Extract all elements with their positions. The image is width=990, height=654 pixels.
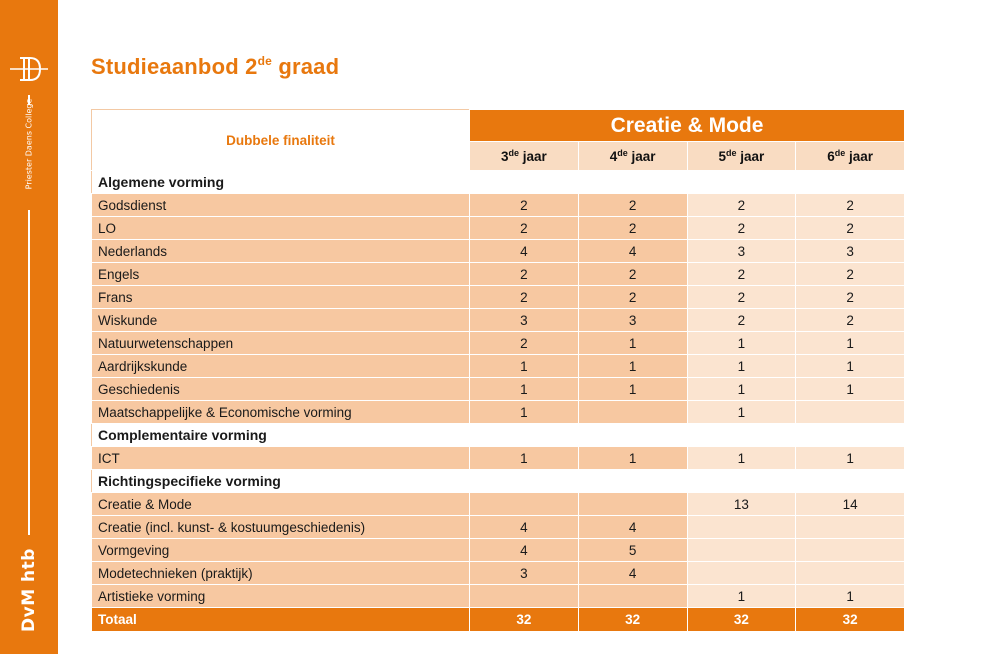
- subject-cell: Vormgeving: [92, 539, 470, 562]
- table-row: [92, 240, 905, 263]
- hours-cell: 4: [578, 240, 687, 263]
- hours-cell: 1: [796, 447, 905, 470]
- hours-cell: 1: [578, 447, 687, 470]
- section-title: Complementaire vorming: [92, 424, 905, 447]
- table-row: [92, 401, 905, 424]
- section-row: [92, 470, 905, 493]
- hours-cell: [687, 562, 796, 585]
- hours-cell: 3: [470, 562, 579, 585]
- table-row: [92, 539, 905, 562]
- section-row: [92, 171, 905, 194]
- hours-cell: 3: [470, 309, 579, 332]
- subject-cell: Creatie (incl. kunst- & kostuumgeschiedenis): [92, 516, 470, 539]
- hours-cell: 2: [687, 263, 796, 286]
- total-cell: 32: [687, 608, 796, 632]
- hours-cell: 1: [578, 378, 687, 401]
- subject-cell: Natuurwetenschappen: [92, 332, 470, 355]
- hours-cell: 1: [796, 332, 905, 355]
- hours-cell: 2: [687, 309, 796, 332]
- hours-cell: [687, 539, 796, 562]
- hours-cell: 1: [578, 355, 687, 378]
- hours-cell: 3: [796, 240, 905, 263]
- hours-cell: 4: [578, 516, 687, 539]
- table-row: [92, 378, 905, 401]
- hours-cell: [578, 585, 687, 608]
- table-row: [92, 562, 905, 585]
- hours-cell: 4: [578, 562, 687, 585]
- hours-cell: 1: [687, 585, 796, 608]
- total-row: [92, 608, 905, 632]
- table-row: [92, 493, 905, 516]
- program-header: Creatie & Mode: [470, 110, 905, 142]
- section-title: Richtingspecifieke vorming: [92, 470, 905, 493]
- hours-cell: 1: [687, 447, 796, 470]
- subject-cell: Godsdienst: [92, 194, 470, 217]
- hours-cell: 2: [687, 194, 796, 217]
- hours-cell: 2: [796, 217, 905, 240]
- hours-cell: [578, 401, 687, 424]
- subject-cell: Modetechnieken (praktijk): [92, 562, 470, 585]
- hours-cell: 3: [687, 240, 796, 263]
- hours-cell: 1: [578, 332, 687, 355]
- hours-cell: [796, 539, 905, 562]
- curriculum-table: [91, 109, 905, 632]
- hours-cell: 2: [687, 286, 796, 309]
- subject-cell: Frans: [92, 286, 470, 309]
- subject-cell: Artistieke vorming: [92, 585, 470, 608]
- hours-cell: 2: [578, 194, 687, 217]
- year-header: 5de jaar: [687, 142, 796, 171]
- table-row: [92, 286, 905, 309]
- subject-cell: Geschiedenis: [92, 378, 470, 401]
- total-label: Totaal: [92, 608, 470, 632]
- hours-cell: 1: [470, 355, 579, 378]
- hours-cell: 1: [796, 585, 905, 608]
- hours-cell: 3: [578, 309, 687, 332]
- hours-cell: 2: [470, 286, 579, 309]
- total-cell: 32: [470, 608, 579, 632]
- hours-cell: 5: [578, 539, 687, 562]
- table-row: [92, 332, 905, 355]
- hours-cell: 2: [687, 217, 796, 240]
- hours-cell: [796, 516, 905, 539]
- year-header: 3de jaar: [470, 142, 579, 171]
- hours-cell: 4: [470, 539, 579, 562]
- hours-cell: 4: [470, 240, 579, 263]
- hours-cell: 1: [687, 332, 796, 355]
- page-title: Studieaanbod 2de graad: [91, 54, 340, 79]
- hours-cell: 2: [796, 286, 905, 309]
- hours-cell: 4: [470, 516, 579, 539]
- table-row: [92, 217, 905, 240]
- hours-cell: 2: [578, 263, 687, 286]
- hours-cell: 2: [470, 263, 579, 286]
- hours-cell: 1: [687, 355, 796, 378]
- hours-cell: [796, 562, 905, 585]
- hours-cell: 14: [796, 493, 905, 516]
- hours-cell: 2: [470, 217, 579, 240]
- subject-cell: Wiskunde: [92, 309, 470, 332]
- sidebar-divider: [28, 210, 30, 535]
- hours-cell: [687, 516, 796, 539]
- table-row: [92, 194, 905, 217]
- table-row: [92, 263, 905, 286]
- section-title: Algemene vorming: [92, 171, 905, 194]
- hours-cell: 13: [687, 493, 796, 516]
- section-row: [92, 424, 905, 447]
- hours-cell: [470, 585, 579, 608]
- hours-cell: 2: [578, 286, 687, 309]
- hours-cell: 1: [796, 378, 905, 401]
- hours-cell: [578, 493, 687, 516]
- subject-cell: Engels: [92, 263, 470, 286]
- subject-cell: ICT: [92, 447, 470, 470]
- table-row: [92, 585, 905, 608]
- sidebar: Priester Daens College DvM htb: [0, 0, 58, 654]
- total-cell: 32: [578, 608, 687, 632]
- hours-cell: 1: [470, 378, 579, 401]
- hours-cell: 1: [470, 401, 579, 424]
- year-header: 4de jaar: [578, 142, 687, 171]
- table-row: [92, 355, 905, 378]
- subject-cell: Aardrijkskunde: [92, 355, 470, 378]
- subject-cell: Maatschappelijke & Economische vorming: [92, 401, 470, 424]
- subject-cell: Creatie & Mode: [92, 493, 470, 516]
- school-logo-icon: [10, 55, 48, 83]
- hours-cell: 1: [796, 355, 905, 378]
- hours-cell: 2: [796, 309, 905, 332]
- table-row: [92, 309, 905, 332]
- subject-cell: LO: [92, 217, 470, 240]
- hours-cell: [470, 493, 579, 516]
- finality-header: Dubbele finaliteit: [92, 110, 470, 171]
- hours-cell: 2: [578, 217, 687, 240]
- table-row: [92, 516, 905, 539]
- hours-cell: 1: [687, 401, 796, 424]
- year-header: 6de jaar: [796, 142, 905, 171]
- table-row: [92, 447, 905, 470]
- total-cell: 32: [796, 608, 905, 632]
- hours-cell: 2: [796, 194, 905, 217]
- hours-cell: 2: [470, 194, 579, 217]
- hours-cell: [796, 401, 905, 424]
- hours-cell: 2: [470, 332, 579, 355]
- hours-cell: 1: [470, 447, 579, 470]
- hours-cell: 1: [687, 378, 796, 401]
- subject-cell: Nederlands: [92, 240, 470, 263]
- hours-cell: 2: [796, 263, 905, 286]
